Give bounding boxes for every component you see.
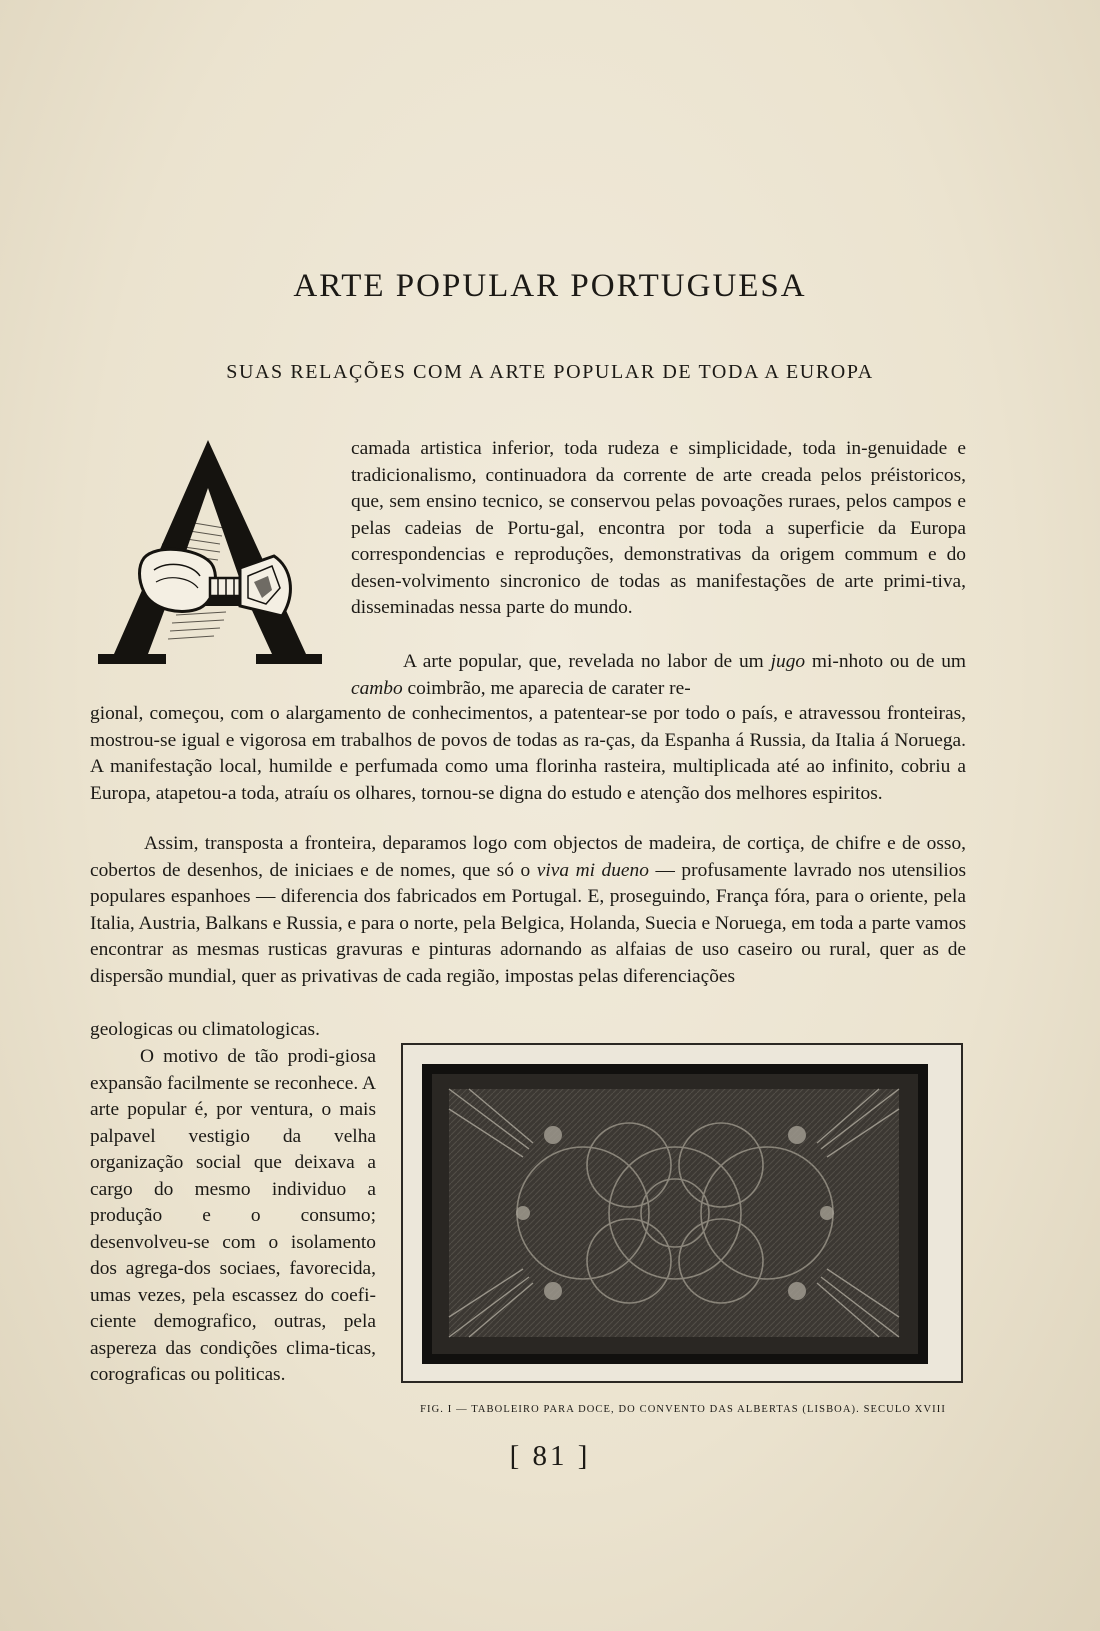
term-cambo: cambo — [351, 677, 403, 699]
page-number: [ 81 ] — [509, 1440, 591, 1472]
drop-cap-illustration — [96, 440, 336, 682]
paragraph-2-text-a: A arte popular, que, revelada no labor de um — [403, 651, 771, 672]
paragraph-3-end: geologicas ou climatologicas. — [90, 1019, 320, 1040]
term-viva-mi-dueno: viva mi dueno — [536, 859, 649, 881]
tray-photo — [403, 1045, 961, 1381]
paragraph-2-lead — [351, 649, 966, 702]
paragraph-3 — [90, 831, 966, 990]
article-subtitle: SUAS RELAÇÕES COM A ARTE POPULAR DE TODA A EUROPA — [226, 361, 874, 383]
paragraph-4: O motivo de tão prodi-giosa expansão facilmente se reconhece. A arte popular é, por ventura, o mais palpavel vestigio da velha organização social que deixava a cargo do mesmo individuo a produção e o consumo; desenvolveu-se com o isolamento dos agrega-dos sociaes, favorecida, umas vezes, pela escassez do coefi-ciente demografico, outras, pela aspereza das condições clima-ticas, corograficas ou politicas. — [90, 1046, 376, 1385]
paragraph-2-text-b: mi-nhoto ou de um — [805, 651, 966, 672]
side-column — [90, 1038, 376, 1389]
paragraph-2-continued: gional, começou, com o alargamento de conhecimentos, a patentear-se por todo o país, e atravessou fronteiras, mostrou-se igual e vigorosa em trabalhos de povos de todas as ra-ças, da Espanha á Russia, da Italia á Noruega. A manifestação local, humilde e perfumada como uma florinha rasteira, multiplicada até ao infinito, cobriu a Europa, atapetou-a toda, atraíu os olhares, tornou-se digna do estudo e atenção dos melhores espiritos. — [90, 703, 966, 804]
paragraph-3-text-a: Assim, transposta a fronteira, deparamos logo com objectos de madeira, de cortiça, de chifre e de osso, cobertos de desenhos, de iniciaes e de nomes, que só o — [90, 833, 966, 881]
paragraph-3-text-b: — profusamente lavrado nos utensilios populares espanhoes — diferencia dos fabricados em Portugal. E, proseguindo, França fóra, para o oriente, pela Italia, Austria, Balkans e Russia, e para o norte, pela Belgica, Holanda, Suecia e Noruega, em toda a parte vamos encontrar as mesmas rusticas gravuras e pinturas adornando as alfaias de uso caseiro ou rural, quer as de dispersão mundial, quer as privativas de cada região, impostas pelas diferenciações — [90, 859, 966, 987]
article-title: ARTE POPULAR PORTUGUESA — [293, 268, 807, 304]
drop-cap — [96, 440, 336, 682]
term-jugo: jugo — [770, 651, 806, 672]
intro-paragraph: camada artistica inferior, toda rudeza e simplicidade, toda in-genuidade e tradicionalismo, continuadora da corrente de arte creada pelos préistoricos, que, sem ensino tecnico, se conservou pelas povoações ruraes, pelos campos e pelas cadeias de Portu-gal, encontra por toda a superficie da Europa correspondencias e reproduções, demonstrativas da origem commum e do desen-volvimento sincronico de todas as manifestações de arte primi-tiva, disseminadas nessa parte do mundo. — [351, 438, 966, 618]
figure-caption: FIG. I — TABOLEIRO PARA DOCE, DO CONVENTO DAS ALBERTAS (LISBOA). SECULO XVIII — [420, 1404, 946, 1415]
figure-tray — [401, 1043, 963, 1383]
paragraph-2-text-c: coimbrão, me aparecia de carater re- — [402, 677, 691, 699]
